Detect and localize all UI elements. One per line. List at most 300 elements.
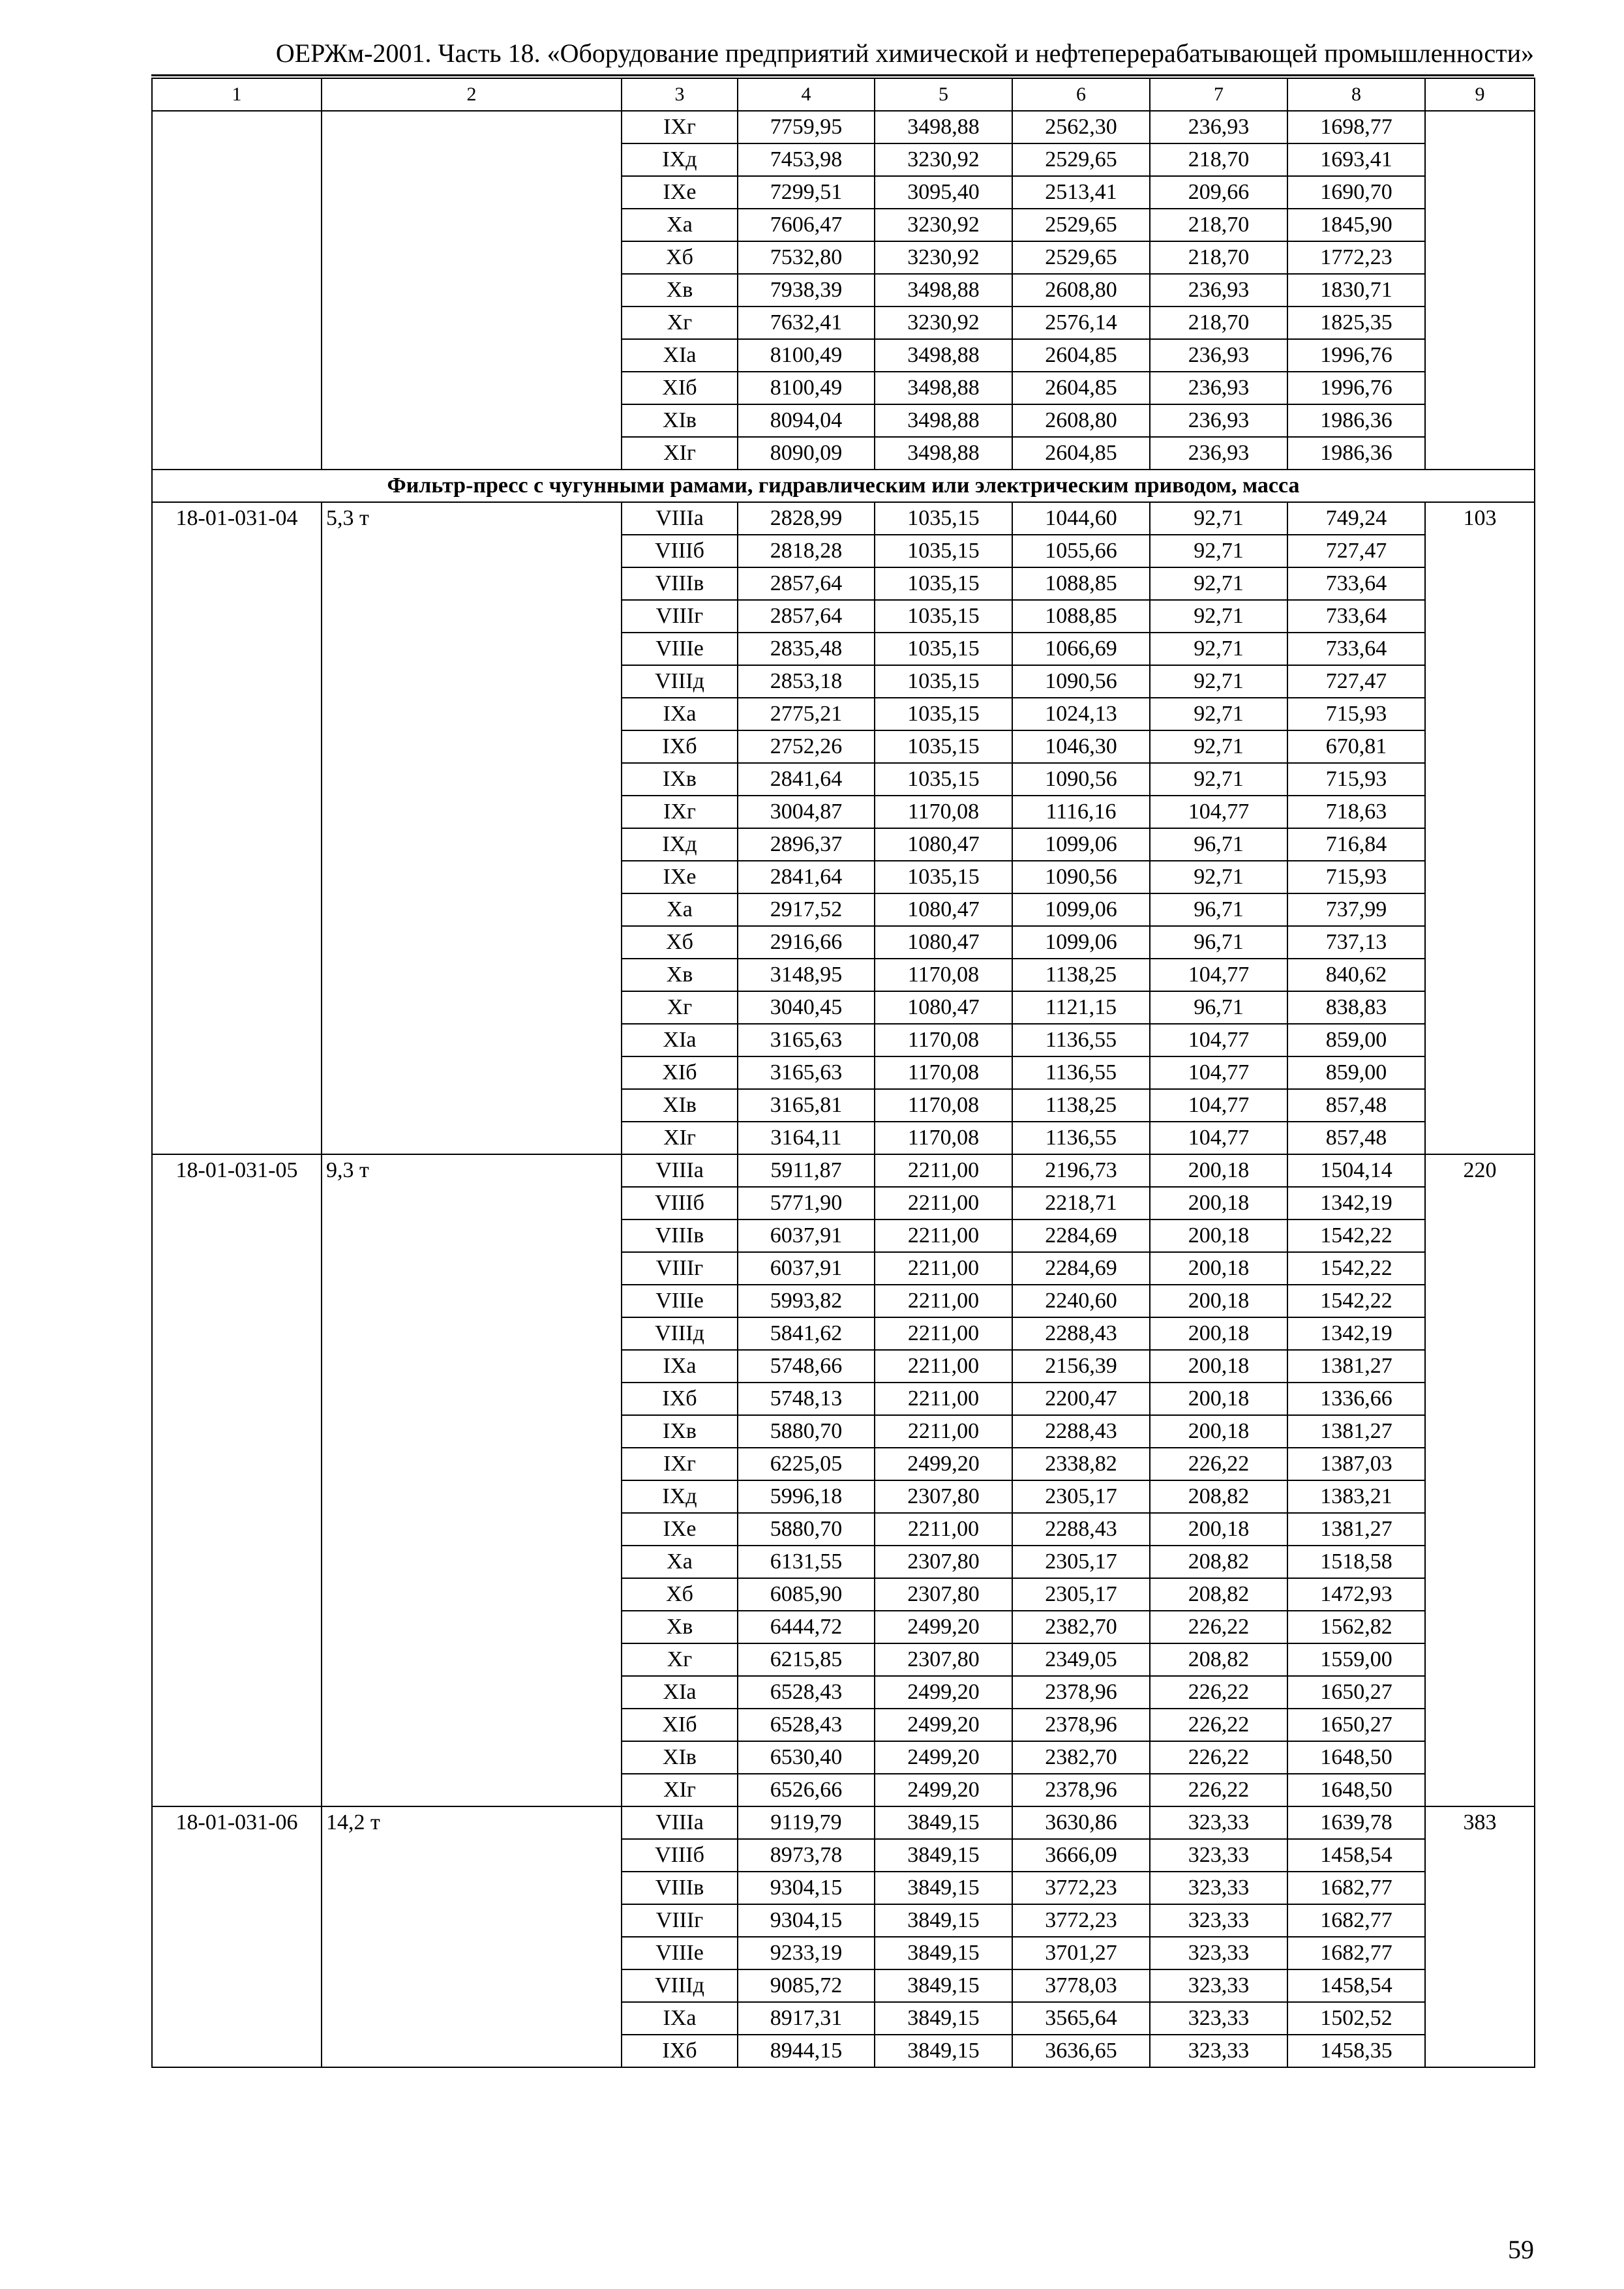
total-cost-cell: 2775,21 — [738, 698, 875, 730]
operator-wage-cell: 226,22 — [1150, 1676, 1287, 1709]
materials-cost-cell: 1518,58 — [1287, 1546, 1425, 1578]
total-cost-cell: 5771,90 — [738, 1187, 875, 1219]
labor-cost-cell: 1170,08 — [875, 1056, 1012, 1089]
resource-code-cell: Xа — [622, 1546, 738, 1578]
total-cost-cell: 8094,04 — [738, 404, 875, 437]
resource-code-cell: IXе — [622, 861, 738, 893]
resource-code-cell: XIг — [622, 1774, 738, 1806]
item-code: 18-01-031-05 — [152, 1154, 322, 1806]
resource-code-cell: IXг — [622, 1448, 738, 1480]
resource-code-cell: VIIIа — [622, 1154, 738, 1187]
operator-wage-cell: 218,70 — [1150, 307, 1287, 339]
column-number-2: 2 — [322, 78, 622, 111]
materials-cost-cell: 857,48 — [1287, 1089, 1425, 1122]
resource-code-cell: IXг — [622, 111, 738, 143]
machine-cost-cell: 1099,06 — [1012, 893, 1150, 926]
resource-code-cell: XIа — [622, 1024, 738, 1056]
materials-cost-cell: 715,93 — [1287, 763, 1425, 796]
labor-cost-cell: 2211,00 — [875, 1513, 1012, 1546]
machine-cost-cell: 1099,06 — [1012, 828, 1150, 861]
labor-cost-cell: 2211,00 — [875, 1383, 1012, 1415]
operator-wage-cell: 92,71 — [1150, 567, 1287, 600]
operator-wage-cell: 323,33 — [1150, 1806, 1287, 1839]
operator-wage-cell: 92,71 — [1150, 502, 1287, 535]
machine-cost-cell: 2305,17 — [1012, 1480, 1150, 1513]
operator-wage-cell: 226,22 — [1150, 1709, 1287, 1741]
column-number-5: 5 — [875, 78, 1012, 111]
resource-code-cell: VIIIе — [622, 633, 738, 665]
materials-cost-cell: 733,64 — [1287, 600, 1425, 633]
machine-cost-cell: 2513,41 — [1012, 176, 1150, 209]
materials-cost-cell: 1650,27 — [1287, 1676, 1425, 1709]
machine-cost-cell: 2608,80 — [1012, 404, 1150, 437]
resource-code-cell: IXе — [622, 176, 738, 209]
resource-code-cell: IXв — [622, 763, 738, 796]
operator-wage-cell: 323,33 — [1150, 1904, 1287, 1937]
operator-wage-cell: 236,93 — [1150, 274, 1287, 307]
total-cost-cell: 2857,64 — [738, 567, 875, 600]
labor-cost-cell: 1080,47 — [875, 893, 1012, 926]
total-cost-cell: 5880,70 — [738, 1415, 875, 1448]
labor-cost-cell: 1170,08 — [875, 1122, 1012, 1154]
machine-cost-cell: 1138,25 — [1012, 959, 1150, 991]
total-cost-cell: 5841,62 — [738, 1317, 875, 1350]
labor-cost-cell: 1170,08 — [875, 796, 1012, 828]
labor-cost-cell: 1035,15 — [875, 763, 1012, 796]
materials-cost-cell: 1650,27 — [1287, 1709, 1425, 1741]
operator-wage-cell: 92,71 — [1150, 535, 1287, 567]
operator-wage-cell: 226,22 — [1150, 1611, 1287, 1643]
materials-cost-cell: 1458,54 — [1287, 1969, 1425, 2002]
column-number-3: 3 — [622, 78, 738, 111]
column-number-1: 1 — [152, 78, 322, 111]
labor-cost-cell: 1170,08 — [875, 1089, 1012, 1122]
labor-cost-cell: 2211,00 — [875, 1219, 1012, 1252]
total-cost-cell: 6085,90 — [738, 1578, 875, 1611]
labor-cost-cell: 1035,15 — [875, 665, 1012, 698]
total-cost-cell: 6528,43 — [738, 1676, 875, 1709]
operator-wage-cell: 104,77 — [1150, 1089, 1287, 1122]
materials-cost-cell: 1682,77 — [1287, 1904, 1425, 1937]
resource-code-cell: IXд — [622, 1480, 738, 1513]
operator-wage-cell: 218,70 — [1150, 209, 1287, 241]
materials-cost-cell: 859,00 — [1287, 1056, 1425, 1089]
operator-wage-cell: 209,66 — [1150, 176, 1287, 209]
operator-wage-cell: 323,33 — [1150, 1937, 1287, 1969]
materials-cost-cell: 1472,93 — [1287, 1578, 1425, 1611]
operator-wage-cell: 218,70 — [1150, 143, 1287, 176]
resource-code-cell: IXг — [622, 796, 738, 828]
labor-cost-cell: 3849,15 — [875, 1969, 1012, 2002]
labor-cost-cell: 2211,00 — [875, 1154, 1012, 1187]
resource-code-cell: VIIIв — [622, 1872, 738, 1904]
column-number-9: 9 — [1425, 78, 1535, 111]
materials-cost-cell: 1458,35 — [1287, 2035, 1425, 2067]
labor-cost-cell: 2211,00 — [875, 1317, 1012, 1350]
total-cost-cell: 6528,43 — [738, 1709, 875, 1741]
resource-code-cell: IXд — [622, 143, 738, 176]
column-number-row — [152, 78, 1535, 111]
total-cost-cell: 3165,81 — [738, 1089, 875, 1122]
total-cost-cell: 8973,78 — [738, 1839, 875, 1872]
operator-wage-cell: 200,18 — [1150, 1513, 1287, 1546]
resource-code-cell: Xг — [622, 1643, 738, 1676]
materials-cost-cell: 1342,19 — [1287, 1317, 1425, 1350]
labor-cost-cell: 2307,80 — [875, 1546, 1012, 1578]
resource-code-cell: IXб — [622, 2035, 738, 2067]
total-cost-cell: 2818,28 — [738, 535, 875, 567]
labor-cost-cell: 3849,15 — [875, 2035, 1012, 2067]
materials-cost-cell: 1825,35 — [1287, 307, 1425, 339]
operator-wage-cell: 104,77 — [1150, 1056, 1287, 1089]
item-col9-value: 220 — [1425, 1154, 1535, 1806]
total-cost-cell: 2835,48 — [738, 633, 875, 665]
operator-wage-cell: 323,33 — [1150, 2035, 1287, 2067]
total-cost-cell: 8090,09 — [738, 437, 875, 470]
materials-cost-cell: 1698,77 — [1287, 111, 1425, 143]
labor-cost-cell: 3849,15 — [875, 1806, 1012, 1839]
resource-code-cell: Xа — [622, 893, 738, 926]
labor-cost-cell: 1170,08 — [875, 1024, 1012, 1056]
operator-wage-cell: 200,18 — [1150, 1415, 1287, 1448]
operator-wage-cell: 96,71 — [1150, 893, 1287, 926]
total-cost-cell: 2857,64 — [738, 600, 875, 633]
machine-cost-cell: 1136,55 — [1012, 1122, 1150, 1154]
labor-cost-cell: 2307,80 — [875, 1643, 1012, 1676]
labor-cost-cell: 3849,15 — [875, 1872, 1012, 1904]
resource-code-cell: XIб — [622, 1709, 738, 1741]
materials-cost-cell: 1381,27 — [1287, 1415, 1425, 1448]
machine-cost-cell: 2200,47 — [1012, 1383, 1150, 1415]
labor-cost-cell: 3230,92 — [875, 143, 1012, 176]
labor-cost-cell: 1170,08 — [875, 959, 1012, 991]
machine-cost-cell: 2288,43 — [1012, 1317, 1150, 1350]
resource-code-cell: Xв — [622, 959, 738, 991]
labor-cost-cell: 2211,00 — [875, 1187, 1012, 1219]
materials-cost-cell: 670,81 — [1287, 730, 1425, 763]
total-cost-cell: 6131,55 — [738, 1546, 875, 1578]
total-cost-cell: 2841,64 — [738, 861, 875, 893]
machine-cost-cell: 3772,23 — [1012, 1872, 1150, 1904]
resource-code-cell: VIIIб — [622, 1187, 738, 1219]
machine-cost-cell: 1138,25 — [1012, 1089, 1150, 1122]
machine-cost-cell: 1088,85 — [1012, 567, 1150, 600]
operator-wage-cell: 200,18 — [1150, 1154, 1287, 1187]
total-cost-cell: 7532,80 — [738, 241, 875, 274]
page-number: 59 — [1508, 2235, 1534, 2264]
labor-cost-cell: 3498,88 — [875, 339, 1012, 372]
labor-cost-cell: 1035,15 — [875, 535, 1012, 567]
machine-cost-cell: 1121,15 — [1012, 991, 1150, 1024]
machine-cost-cell: 1116,16 — [1012, 796, 1150, 828]
machine-cost-cell: 3630,86 — [1012, 1806, 1150, 1839]
resource-code-cell: IXа — [622, 1350, 738, 1383]
machine-cost-cell: 2305,17 — [1012, 1578, 1150, 1611]
item-col9-value: 103 — [1425, 502, 1535, 1154]
labor-cost-cell: 2499,20 — [875, 1774, 1012, 1806]
resource-code-cell: IXб — [622, 1383, 738, 1415]
resource-code-cell: XIв — [622, 1741, 738, 1774]
resource-code-cell: VIIIе — [622, 1937, 738, 1969]
materials-cost-cell: 1682,77 — [1287, 1872, 1425, 1904]
resource-code-cell: XIа — [622, 1676, 738, 1709]
total-cost-cell: 9304,15 — [738, 1872, 875, 1904]
total-cost-cell: 5748,13 — [738, 1383, 875, 1415]
total-cost-cell: 2917,52 — [738, 893, 875, 926]
operator-wage-cell: 96,71 — [1150, 828, 1287, 861]
operator-wage-cell: 323,33 — [1150, 2002, 1287, 2035]
machine-cost-cell: 1099,06 — [1012, 926, 1150, 959]
operator-wage-cell: 104,77 — [1150, 796, 1287, 828]
resource-code-cell: VIIIб — [622, 1839, 738, 1872]
resource-code-cell: Xа — [622, 209, 738, 241]
total-cost-cell: 3148,95 — [738, 959, 875, 991]
materials-cost-cell: 749,24 — [1287, 502, 1425, 535]
labor-cost-cell: 2499,20 — [875, 1448, 1012, 1480]
labor-cost-cell: 1035,15 — [875, 730, 1012, 763]
operator-wage-cell: 200,18 — [1150, 1350, 1287, 1383]
machine-cost-cell: 2529,65 — [1012, 209, 1150, 241]
labor-cost-cell: 3849,15 — [875, 1839, 1012, 1872]
labor-cost-cell: 2499,20 — [875, 1709, 1012, 1741]
table-row — [152, 502, 1535, 535]
total-cost-cell: 2841,64 — [738, 763, 875, 796]
operator-wage-cell: 96,71 — [1150, 991, 1287, 1024]
resource-code-cell: XIг — [622, 437, 738, 470]
labor-cost-cell: 3095,40 — [875, 176, 1012, 209]
labor-cost-cell: 3230,92 — [875, 209, 1012, 241]
operator-wage-cell: 236,93 — [1150, 372, 1287, 404]
total-cost-cell: 8100,49 — [738, 372, 875, 404]
resource-code-cell: VIIIв — [622, 1219, 738, 1252]
materials-cost-cell: 1639,78 — [1287, 1806, 1425, 1839]
resource-code-cell: Xб — [622, 241, 738, 274]
operator-wage-cell: 200,18 — [1150, 1187, 1287, 1219]
resource-code-cell: IXа — [622, 698, 738, 730]
labor-cost-cell: 1080,47 — [875, 828, 1012, 861]
machine-cost-cell: 2562,30 — [1012, 111, 1150, 143]
total-cost-cell: 7453,98 — [738, 143, 875, 176]
materials-cost-cell: 1830,71 — [1287, 274, 1425, 307]
resource-code-cell: VIIIд — [622, 665, 738, 698]
materials-cost-cell: 1336,66 — [1287, 1383, 1425, 1415]
total-cost-cell: 6215,85 — [738, 1643, 875, 1676]
resource-code-cell: IXе — [622, 1513, 738, 1546]
machine-cost-cell: 2529,65 — [1012, 241, 1150, 274]
operator-wage-cell: 208,82 — [1150, 1546, 1287, 1578]
materials-cost-cell: 737,99 — [1287, 893, 1425, 926]
price-table — [151, 78, 1535, 2068]
materials-cost-cell: 1996,76 — [1287, 372, 1425, 404]
total-cost-cell: 2828,99 — [738, 502, 875, 535]
machine-cost-cell: 1090,56 — [1012, 763, 1150, 796]
materials-cost-cell: 733,64 — [1287, 633, 1425, 665]
item-mass: 14,2 т — [322, 1806, 622, 2067]
labor-cost-cell: 2499,20 — [875, 1676, 1012, 1709]
total-cost-cell: 7299,51 — [738, 176, 875, 209]
labor-cost-cell: 2307,80 — [875, 1578, 1012, 1611]
table-row — [152, 1154, 1535, 1187]
labor-cost-cell: 1035,15 — [875, 567, 1012, 600]
labor-cost-cell: 2499,20 — [875, 1611, 1012, 1643]
resource-code-cell: XIб — [622, 372, 738, 404]
name-cell-empty — [322, 111, 622, 470]
machine-cost-cell: 2156,39 — [1012, 1350, 1150, 1383]
total-cost-cell: 3040,45 — [738, 991, 875, 1024]
resource-code-cell: Xв — [622, 1611, 738, 1643]
materials-cost-cell: 1559,00 — [1287, 1643, 1425, 1676]
labor-cost-cell: 3230,92 — [875, 241, 1012, 274]
operator-wage-cell: 208,82 — [1150, 1480, 1287, 1513]
operator-wage-cell: 323,33 — [1150, 1839, 1287, 1872]
total-cost-cell: 5748,66 — [738, 1350, 875, 1383]
materials-cost-cell: 1383,21 — [1287, 1480, 1425, 1513]
materials-cost-cell: 1458,54 — [1287, 1839, 1425, 1872]
labor-cost-cell: 1080,47 — [875, 991, 1012, 1024]
labor-cost-cell: 2211,00 — [875, 1415, 1012, 1448]
resource-code-cell: VIIIб — [622, 535, 738, 567]
resource-code-cell: XIв — [622, 404, 738, 437]
total-cost-cell: 6225,05 — [738, 1448, 875, 1480]
operator-wage-cell: 236,93 — [1150, 111, 1287, 143]
materials-cost-cell: 715,93 — [1287, 861, 1425, 893]
machine-cost-cell: 2284,69 — [1012, 1252, 1150, 1285]
materials-cost-cell: 1542,22 — [1287, 1252, 1425, 1285]
item-col9-value: 383 — [1425, 1806, 1535, 2067]
operator-wage-cell: 92,71 — [1150, 665, 1287, 698]
resource-code-cell: VIIIг — [622, 1904, 738, 1937]
labor-cost-cell: 1035,15 — [875, 600, 1012, 633]
labor-cost-cell: 3498,88 — [875, 404, 1012, 437]
machine-cost-cell: 1024,13 — [1012, 698, 1150, 730]
operator-wage-cell: 200,18 — [1150, 1219, 1287, 1252]
materials-cost-cell: 1682,77 — [1287, 1937, 1425, 1969]
operator-wage-cell: 92,71 — [1150, 763, 1287, 796]
labor-cost-cell: 1035,15 — [875, 633, 1012, 665]
materials-cost-cell: 1693,41 — [1287, 143, 1425, 176]
header-rule — [151, 74, 1534, 76]
labor-cost-cell: 2499,20 — [875, 1741, 1012, 1774]
machine-cost-cell: 2604,85 — [1012, 437, 1150, 470]
operator-wage-cell: 104,77 — [1150, 1122, 1287, 1154]
machine-cost-cell: 1090,56 — [1012, 665, 1150, 698]
labor-cost-cell: 2307,80 — [875, 1480, 1012, 1513]
operator-wage-cell: 323,33 — [1150, 1969, 1287, 2002]
labor-cost-cell: 3498,88 — [875, 372, 1012, 404]
materials-cost-cell: 733,64 — [1287, 567, 1425, 600]
resource-code-cell: XIв — [622, 1089, 738, 1122]
operator-wage-cell: 96,71 — [1150, 926, 1287, 959]
column-number-6: 6 — [1012, 78, 1150, 111]
operator-wage-cell: 200,18 — [1150, 1317, 1287, 1350]
operator-wage-cell: 92,71 — [1150, 633, 1287, 665]
labor-cost-cell: 3849,15 — [875, 1937, 1012, 1969]
total-cost-cell: 3165,63 — [738, 1024, 875, 1056]
labor-cost-cell: 1035,15 — [875, 502, 1012, 535]
total-cost-cell: 2896,37 — [738, 828, 875, 861]
materials-cost-cell: 715,93 — [1287, 698, 1425, 730]
total-cost-cell: 6526,66 — [738, 1774, 875, 1806]
machine-cost-cell: 1066,69 — [1012, 633, 1150, 665]
total-cost-cell: 6444,72 — [738, 1611, 875, 1643]
labor-cost-cell: 3498,88 — [875, 111, 1012, 143]
total-cost-cell: 5911,87 — [738, 1154, 875, 1187]
total-cost-cell: 3164,11 — [738, 1122, 875, 1154]
resource-code-cell: IXв — [622, 1415, 738, 1448]
total-cost-cell: 2853,18 — [738, 665, 875, 698]
operator-wage-cell: 200,18 — [1150, 1252, 1287, 1285]
operator-wage-cell: 200,18 — [1150, 1285, 1287, 1317]
total-cost-cell: 6037,91 — [738, 1252, 875, 1285]
total-cost-cell: 2916,66 — [738, 926, 875, 959]
machine-cost-cell: 2378,96 — [1012, 1774, 1150, 1806]
labor-cost-cell: 2211,00 — [875, 1285, 1012, 1317]
column-number-7: 7 — [1150, 78, 1287, 111]
resource-code-cell: Xв — [622, 274, 738, 307]
total-cost-cell: 3165,63 — [738, 1056, 875, 1089]
machine-cost-cell: 2382,70 — [1012, 1741, 1150, 1774]
operator-wage-cell: 236,93 — [1150, 437, 1287, 470]
materials-cost-cell: 1342,19 — [1287, 1187, 1425, 1219]
total-cost-cell: 5996,18 — [738, 1480, 875, 1513]
resource-code-cell: VIIIа — [622, 1806, 738, 1839]
materials-cost-cell: 1772,23 — [1287, 241, 1425, 274]
operator-wage-cell: 200,18 — [1150, 1383, 1287, 1415]
total-cost-cell: 5993,82 — [738, 1285, 875, 1317]
materials-cost-cell: 1986,36 — [1287, 437, 1425, 470]
total-cost-cell: 3004,87 — [738, 796, 875, 828]
materials-cost-cell: 1562,82 — [1287, 1611, 1425, 1643]
item-code: 18-01-031-06 — [152, 1806, 322, 2067]
machine-cost-cell: 1136,55 — [1012, 1056, 1150, 1089]
total-cost-cell: 9119,79 — [738, 1806, 875, 1839]
total-cost-cell: 9085,72 — [738, 1969, 875, 2002]
materials-cost-cell: 1387,03 — [1287, 1448, 1425, 1480]
machine-cost-cell: 2240,60 — [1012, 1285, 1150, 1317]
operator-wage-cell: 236,93 — [1150, 339, 1287, 372]
total-cost-cell: 7632,41 — [738, 307, 875, 339]
code-cell-empty — [152, 111, 322, 470]
materials-cost-cell: 1845,90 — [1287, 209, 1425, 241]
machine-cost-cell: 2218,71 — [1012, 1187, 1150, 1219]
column-number-4: 4 — [738, 78, 875, 111]
materials-cost-cell: 1381,27 — [1287, 1350, 1425, 1383]
materials-cost-cell: 1996,76 — [1287, 339, 1425, 372]
machine-cost-cell: 1055,66 — [1012, 535, 1150, 567]
resource-code-cell: XIг — [622, 1122, 738, 1154]
resource-code-cell: IXд — [622, 828, 738, 861]
machine-cost-cell: 1090,56 — [1012, 861, 1150, 893]
labor-cost-cell: 1035,15 — [875, 861, 1012, 893]
materials-cost-cell: 718,63 — [1287, 796, 1425, 828]
machine-cost-cell: 1088,85 — [1012, 600, 1150, 633]
machine-cost-cell: 2576,14 — [1012, 307, 1150, 339]
machine-cost-cell: 3565,64 — [1012, 2002, 1150, 2035]
materials-cost-cell: 1690,70 — [1287, 176, 1425, 209]
resource-code-cell: XIб — [622, 1056, 738, 1089]
materials-cost-cell: 1381,27 — [1287, 1513, 1425, 1546]
operator-wage-cell: 92,71 — [1150, 861, 1287, 893]
resource-code-cell: VIIIв — [622, 567, 738, 600]
resource-code-cell: XIа — [622, 339, 738, 372]
resource-code-cell: VIIIа — [622, 502, 738, 535]
operator-wage-cell: 236,93 — [1150, 404, 1287, 437]
total-cost-cell: 9233,19 — [738, 1937, 875, 1969]
item-mass: 9,3 т — [322, 1154, 622, 1806]
machine-cost-cell: 1046,30 — [1012, 730, 1150, 763]
labor-cost-cell: 3849,15 — [875, 2002, 1012, 2035]
section-title-row — [152, 470, 1535, 502]
